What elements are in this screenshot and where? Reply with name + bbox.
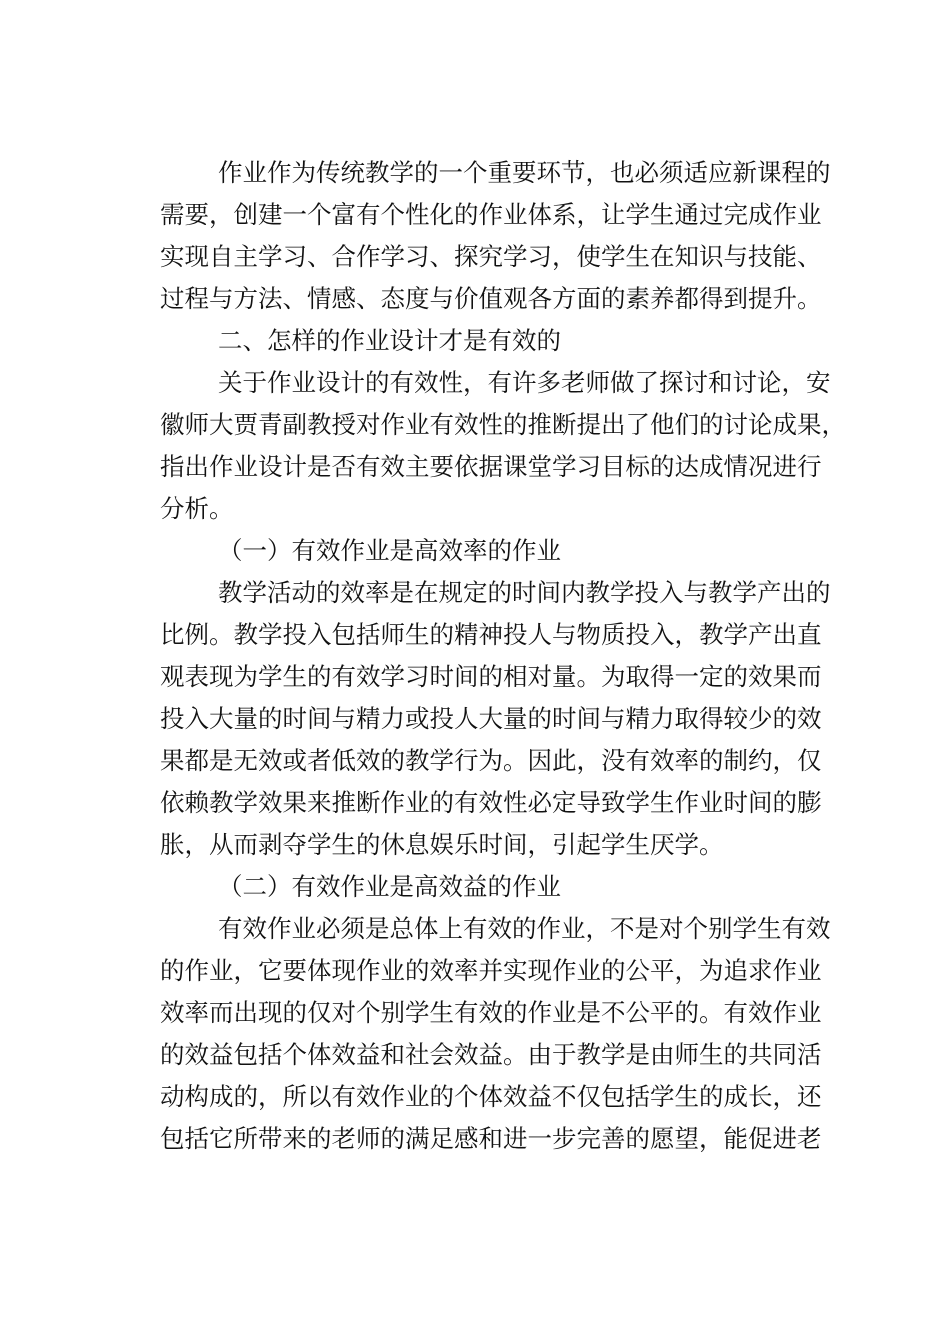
paragraph-3-line-6: 依赖教学效果来推断作业的有效性必定导致学生作业时间的膨 bbox=[160, 788, 822, 817]
paragraph-4-line-2: 的作业，它要体现作业的效率并实现作业的公平，为追求作业 bbox=[160, 956, 822, 985]
paragraph-4-line-3: 效率而出现的仅对个别学生有效的作业是不公平的。有效作业 bbox=[160, 998, 822, 1027]
subheading-1: （一）有效作业是高效率的作业 bbox=[218, 536, 561, 565]
paragraph-1-line-2: 需要，创建一个富有个性化的作业体系，让学生通过完成作业 bbox=[160, 200, 822, 229]
paragraph-3-line-4: 投入大量的时间与精力或投人大量的时间与精力取得较少的效 bbox=[160, 704, 822, 733]
paragraph-2-line-3: 指出作业设计是否有效主要依据课堂学习目标的达成情况进行 bbox=[160, 452, 822, 481]
paragraph-1-line-1: 作业作为传统教学的一个重要环节，也必须适应新课程的 bbox=[218, 158, 831, 187]
paragraph-3-line-2: 比例。教学投入包括师生的精神投人与物质投入，教学产出直 bbox=[160, 620, 822, 649]
paragraph-3-line-7: 胀，从而剥夺学生的休息娱乐时间，引起学生厌学。 bbox=[160, 830, 724, 859]
paragraph-2-line-1: 关于作业设计的有效性，有许多老师做了探讨和讨论，安 bbox=[218, 368, 831, 397]
paragraph-3-line-5: 果都是无效或者低效的教学行为。因此，没有效率的制约，仅 bbox=[160, 746, 822, 775]
section-heading: 二、怎样的作业设计才是有效的 bbox=[218, 326, 561, 355]
paragraph-4-line-1: 有效作业必须是总体上有效的作业，不是对个别学生有效 bbox=[218, 914, 831, 943]
paragraph-1-line-4: 过程与方法、情感、态度与价值观各方面的素养都得到提升。 bbox=[160, 284, 822, 313]
paragraph-1-line-3: 实现自主学习、合作学习、探究学习，使学生在知识与技能、 bbox=[160, 242, 822, 271]
paragraph-2-line-2: 徽师大贾青副教授对作业有效性的推断提出了他们的讨论成果， bbox=[160, 410, 846, 439]
paragraph-4-line-6: 包括它所带来的老师的满足感和进一步完善的愿望，能促进老 bbox=[160, 1124, 822, 1153]
paragraph-4-line-5: 动构成的，所以有效作业的个体效益不仅包括学生的成长，还 bbox=[160, 1082, 822, 1111]
paragraph-2-line-4: 分析。 bbox=[160, 494, 234, 523]
paragraph-3-line-1: 教学活动的效率是在规定的时间内教学投入与教学产出的 bbox=[218, 578, 831, 607]
paragraph-3-line-3: 观表现为学生的有效学习时间的相对量。为取得一定的效果而 bbox=[160, 662, 822, 691]
subheading-2: （二）有效作业是高效益的作业 bbox=[218, 872, 561, 901]
paragraph-4-line-4: 的效益包括个体效益和社会效益。由于教学是由师生的共同活 bbox=[160, 1040, 822, 1069]
